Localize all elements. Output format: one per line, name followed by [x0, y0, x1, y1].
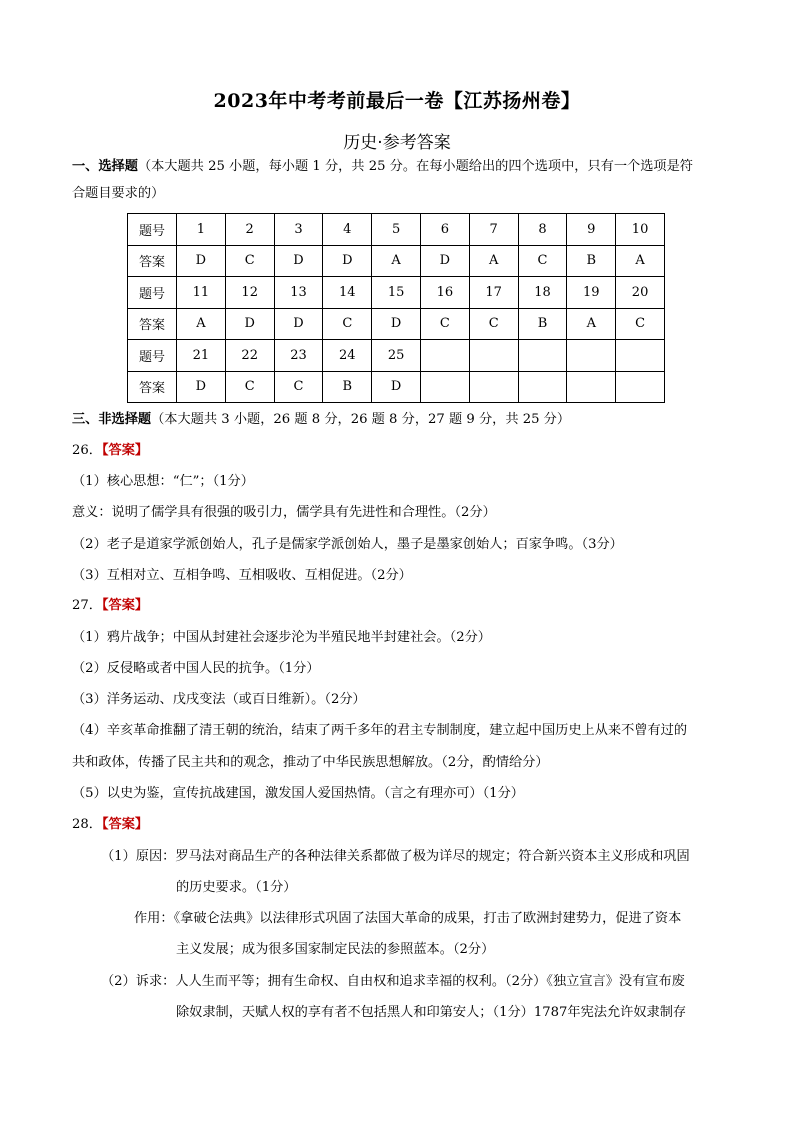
q27-line-3: （3）洋务运动、戊戌变法（或百日维新）。（2分） [72, 692, 366, 707]
q26-line-2: 意义：说明了儒学具有很强的吸引力，儒学具有先进性和合理性。（2分） [72, 505, 496, 520]
question-row [128, 277, 665, 309]
question-number-cell [518, 340, 567, 372]
question-number-cell: 16 [420, 277, 469, 309]
section1-note-line2: 合题目要求的） [72, 186, 165, 201]
question-number-cell: 18 [518, 277, 567, 309]
q27-line-5: 共和政体，传播了民主共和的观念，推动了中华民族思想解放。（2分，酌情给分） [72, 755, 549, 770]
question-number-cell [469, 340, 518, 372]
answer-cell: C [469, 308, 518, 340]
question-number-cell: 23 [274, 340, 323, 372]
question-number-cell: 19 [567, 277, 616, 309]
answer-cell: D [177, 371, 226, 403]
question-row [128, 214, 665, 246]
answer-row-label: 答案 [128, 308, 177, 340]
question-number-cell: 22 [225, 340, 274, 372]
q28-line-2: 的历史要求。（1分） [176, 880, 297, 895]
question-number-cell: 4 [323, 214, 372, 246]
question-number-cell: 15 [372, 277, 421, 309]
q27-line-1: （1）鸦片战争；中国从封建社会逐步沦为半殖民地半封建社会。（2分） [72, 630, 491, 645]
question-number-cell: 21 [177, 340, 226, 372]
answer-cell: C [420, 308, 469, 340]
answer-cell: B [567, 245, 616, 277]
section3-note: （本大题共 3 小题，26 题 8 分，26 题 8 分，27 题 9 分，共 25 分） [151, 412, 571, 427]
q26-line-1: （1）核心思想：“仁”；（1分） [72, 474, 254, 489]
q27-answer-tag: 【答案】 [101, 598, 149, 613]
answer-cell: C [323, 308, 372, 340]
answer-table [127, 213, 665, 403]
answer-row-label: 答案 [128, 371, 177, 403]
answer-cell: C [616, 308, 665, 340]
q27-header [72, 597, 148, 615]
answer-cell: D [372, 308, 421, 340]
q28-line-1: （1）原因：罗马法对商品生产的各种法律关系都做了极为详尽的规定；符合新兴资本主义形成和巩固 [101, 849, 690, 864]
q28-header [72, 816, 148, 834]
answer-cell: A [177, 308, 226, 340]
q26-answer-tag: 【答案】 [101, 443, 149, 458]
question-number-cell: 13 [274, 277, 323, 309]
answer-cell [420, 371, 469, 403]
question-row-label: 题号 [128, 340, 177, 372]
q26-line-4: （3）互相对立、互相争鸣、互相吸收、互相促进。（2分） [72, 568, 412, 583]
question-number-cell: 10 [616, 214, 665, 246]
question-number-cell: 11 [177, 277, 226, 309]
answer-cell [469, 371, 518, 403]
q27-line-6: （5）以史为鉴，宣传抗战建国，激发国人爱国热情。（言之有理亦可）（1分） [72, 786, 524, 801]
question-number-cell: 8 [518, 214, 567, 246]
question-number-cell: 25 [372, 340, 421, 372]
section3-line [72, 411, 570, 429]
q26-number: 26． [72, 443, 102, 458]
page-subtitle: 历史·参考答案 [343, 133, 451, 153]
q28-number: 28． [72, 817, 102, 832]
question-number-cell: 2 [225, 214, 274, 246]
q27-line-4: （4）辛亥革命推翻了清王朝的统治，结束了两千多年的君主专制制度，建立起中国历史上从来不曾有过的 [72, 723, 688, 738]
answer-cell: D [372, 371, 421, 403]
question-row-label: 题号 [128, 277, 177, 309]
question-number-cell: 3 [274, 214, 323, 246]
q28-answer-tag: 【答案】 [101, 817, 149, 832]
question-row-label: 题号 [128, 214, 177, 246]
question-number-cell [616, 340, 665, 372]
section1-note: （本大题共 25 小题，每小题 1 分，共 25 分。在每小题给出的四个选项中，只有一个选项是符 [137, 159, 693, 174]
q27-number: 27． [72, 598, 102, 613]
question-number-cell: 24 [323, 340, 372, 372]
answer-cell: C [518, 245, 567, 277]
answer-cell: D [177, 245, 226, 277]
section3-heading: 三、非选择题 [72, 412, 152, 427]
question-number-cell: 12 [225, 277, 274, 309]
answer-cell [616, 371, 665, 403]
answer-row [128, 308, 665, 340]
answer-row [128, 245, 665, 277]
answer-cell: C [225, 245, 274, 277]
section1-line1 [72, 158, 693, 176]
answer-cell: A [616, 245, 665, 277]
question-number-cell: 9 [567, 214, 616, 246]
answer-cell: C [274, 371, 323, 403]
answer-cell: D [420, 245, 469, 277]
answer-row-label: 答案 [128, 245, 177, 277]
answer-cell: D [225, 308, 274, 340]
q28-line-5: （2）诉求：人人生而平等；拥有生命权、自由权和追求幸福的权利。（2分）《独立宣言》没有宣布废 [101, 974, 685, 989]
answer-cell: C [225, 371, 274, 403]
answer-cell: D [274, 308, 323, 340]
question-number-cell: 6 [420, 214, 469, 246]
q28-line-3: 作用：《拿破仑法典》以法律形式巩固了法国大革命的成果，打击了欧洲封建势力，促进了资本 [134, 911, 682, 926]
question-number-cell [567, 340, 616, 372]
q28-line-4: 主义发展；成为很多国家制定民法的参照蓝本。（2分） [176, 942, 495, 957]
answer-cell: A [372, 245, 421, 277]
q26-header [72, 442, 148, 460]
page-title: 2023年中考考前最后一卷【江苏扬州卷】 [213, 90, 581, 112]
question-number-cell: 1 [177, 214, 226, 246]
answer-cell [518, 371, 567, 403]
question-number-cell: 17 [469, 277, 518, 309]
answer-cell: A [469, 245, 518, 277]
answer-cell: B [323, 371, 372, 403]
answer-cell: A [567, 308, 616, 340]
question-row [128, 340, 665, 372]
q28-line-6: 除奴隶制，天赋人权的享有者不包括黑人和印第安人；（1分）1787年宪法允许奴隶制存 [176, 1005, 687, 1020]
question-number-cell: 7 [469, 214, 518, 246]
answer-cell: D [323, 245, 372, 277]
q26-line-3: （2）老子是道家学派创始人，孔子是儒家学派创始人，墨子是墨家创始人；百家争鸣。（3分） [72, 537, 623, 552]
question-number-cell [420, 340, 469, 372]
q27-line-2: （2）反侵略或者中国人民的抗争。（1分） [72, 661, 320, 676]
answer-cell [567, 371, 616, 403]
answer-cell: B [518, 308, 567, 340]
question-number-cell: 20 [616, 277, 665, 309]
question-number-cell: 5 [372, 214, 421, 246]
section1-heading: 一、选择题 [72, 159, 138, 174]
answer-row [128, 371, 665, 403]
answer-cell: D [274, 245, 323, 277]
question-number-cell: 14 [323, 277, 372, 309]
